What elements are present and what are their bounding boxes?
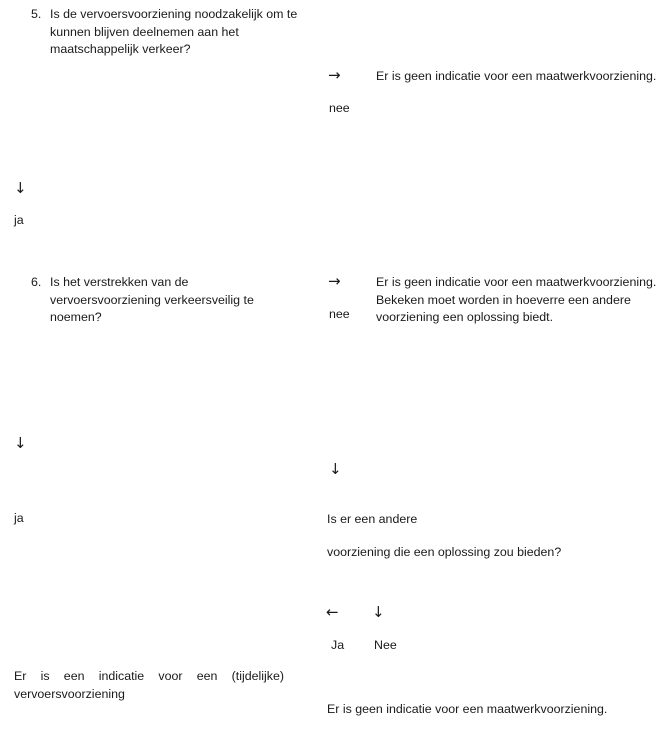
outcome-final-right: Er is geen indicatie voor een maatwerkvoorziening. xyxy=(327,702,608,716)
branch-label-step6-nee: nee xyxy=(329,307,350,321)
outcome-step6-nee: Er is geen indicatie voor een maatwerkvoorziening. Bekeken moet worden in hoeverre een andere voorziening een oplossing biedt. xyxy=(376,275,657,324)
sub-decision-question-line-1: Is er een andere xyxy=(327,512,418,526)
arrow-down-icon-sub-nee: ↓ xyxy=(372,603,385,621)
arrow-down-icon-step6-ja: ↓ xyxy=(14,434,27,452)
outcome-step5-nee: Er is geen indicatie voor een maatwerkvoorziening. xyxy=(376,69,657,83)
question-item-5 xyxy=(31,6,299,59)
branch-label-sub-nee: Nee xyxy=(374,638,397,652)
arrow-right-icon-step5-nee: → xyxy=(328,66,341,84)
branch-label-sub-ja: Ja xyxy=(331,638,345,652)
question-number-6: 6. xyxy=(31,275,42,289)
question-number-5: 5. xyxy=(31,7,42,21)
arrow-left-icon-sub-ja: ← xyxy=(326,603,339,621)
branch-label-step6-ja: ja xyxy=(14,511,24,525)
arrow-right-icon-step6-nee: → xyxy=(328,272,341,290)
outcome-final-left: Er is een indicatie voor een (tijdelijke) vervoersvoorziening xyxy=(14,669,284,701)
arrow-down-icon-step5-ja: ↓ xyxy=(14,179,27,197)
branch-label-step5-ja: ja xyxy=(14,213,24,227)
arrow-down-icon-sub-decision: ↓ xyxy=(329,460,342,478)
sub-decision-question-line-2: voorziening die een oplossing zou bieden? xyxy=(327,544,562,559)
question-text-6: Is het verstrekken van de vervoersvoorziening verkeersveilig te noemen? xyxy=(50,275,254,324)
branch-label-step5-nee: nee xyxy=(329,101,350,115)
question-item-6 xyxy=(31,274,293,327)
sub-decision-question xyxy=(327,511,627,561)
question-text-5: Is de vervoersvoorziening noodzakelijk om te kunnen blijven deelnemen aan het maatschappelijk verkeer? xyxy=(50,7,298,56)
